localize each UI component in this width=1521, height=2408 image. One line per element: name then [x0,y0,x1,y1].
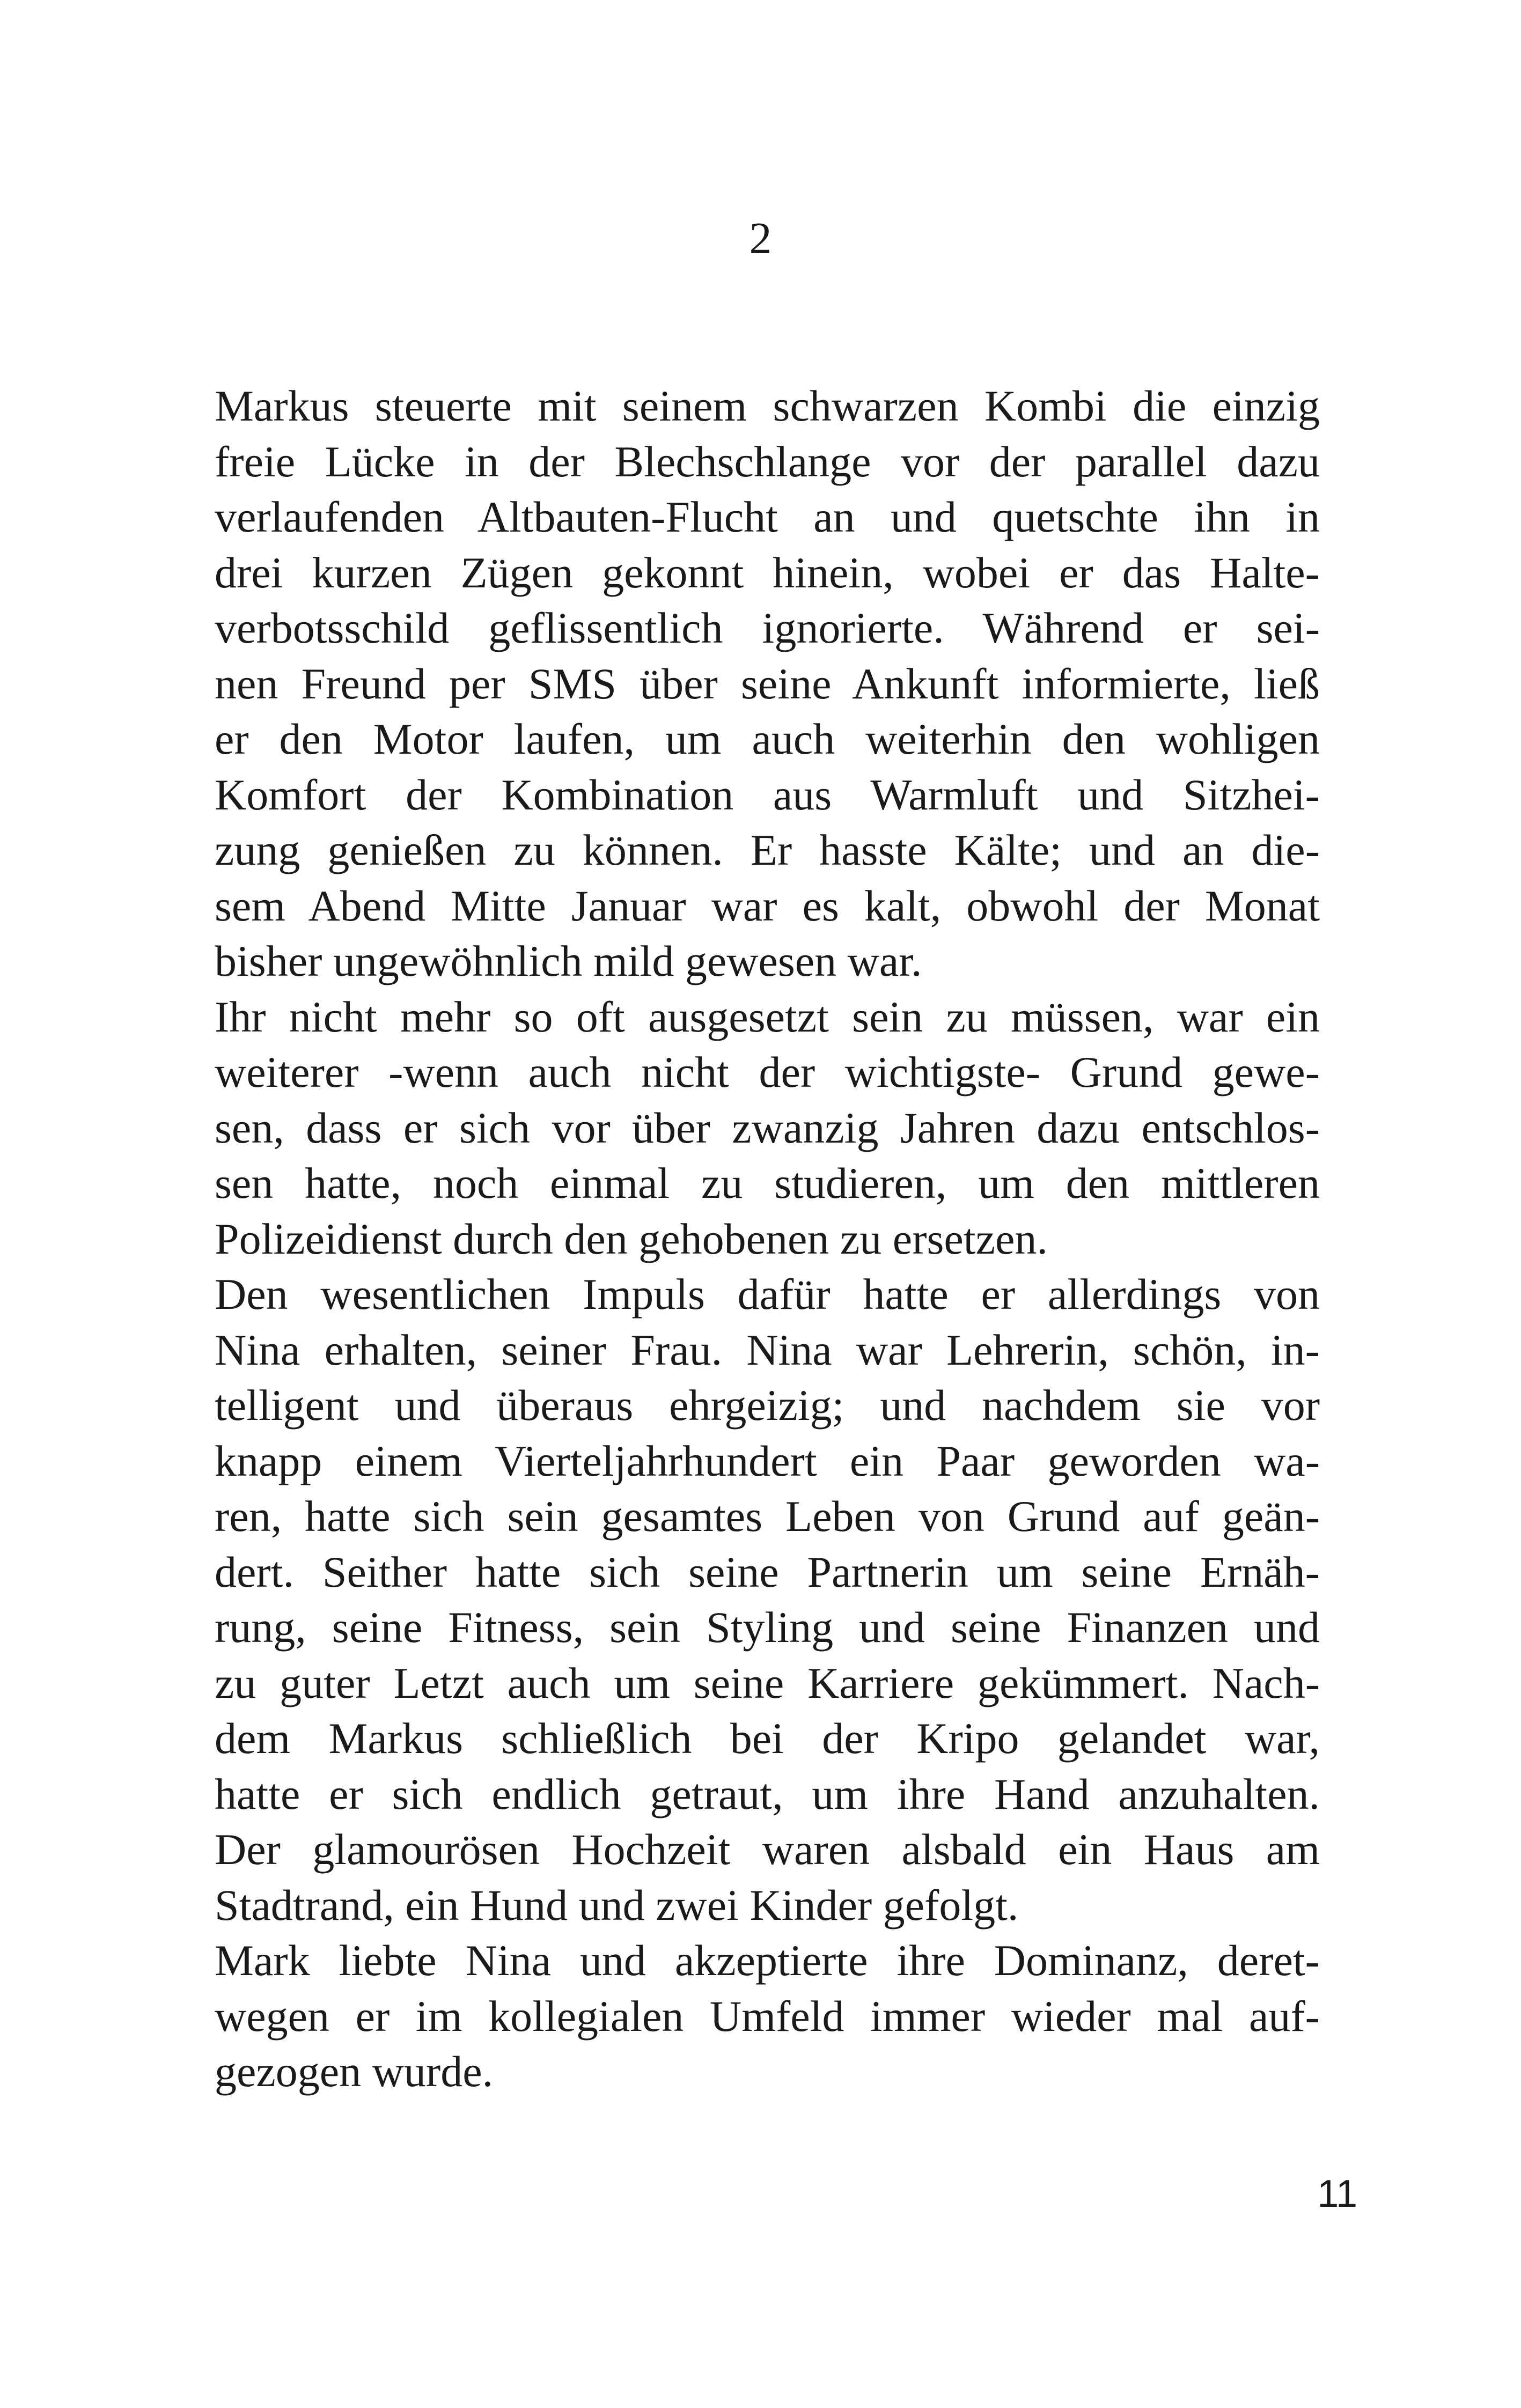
text-line: er den Motor laufen, um auch weiterhin den wohligen [215,715,1320,763]
text-line: Nina erhalten, seiner Frau. Nina war Lehrerin, schön, in- [215,1325,1320,1374]
text-line: bisher ungewöhnlich mild gewesen war. [215,937,922,985]
text-line: dem Markus schließlich bei der Kripo gelandet war, [215,1714,1320,1763]
text-line: sen hatte, noch einmal zu studieren, um den mittleren [215,1159,1320,1207]
text-line: ren, hatte sich sein gesamtes Leben von Grund auf geän- [215,1492,1320,1541]
paragraph [215,378,1320,989]
text-line: drei kurzen Zügen gekonnt hinein, wobei er das Halte- [215,548,1320,597]
paragraph [215,1933,1320,2100]
text-line: verbotsschild geflissentlich ignorierte. Während er sei- [215,603,1320,652]
text-line: Markus steuerte mit seinem schwarzen Kombi die einzig [215,381,1320,430]
text-line: knapp einem Vierteljahrhundert ein Paar geworden wa- [215,1436,1320,1485]
text-line: sen, dass er sich vor über zwanzig Jahren dazu entschlos- [215,1103,1320,1152]
page-number: 11 [1317,2173,1357,2215]
paragraph [215,989,1320,1267]
text-line: Stadtrand, ein Hund und zwei Kinder gefolgt. [215,1880,1019,1930]
body-text [215,378,1320,2100]
text-line: verlaufenden Altbauten-Flucht an und quetschte ihn in [215,492,1320,541]
text-line: Mark liebte Nina und akzeptierte ihre Dominanz, deret- [215,1936,1320,1985]
text-line: Komfort der Kombination aus Warmluft und Sitzhei- [215,770,1320,819]
text-line: telligent und überaus ehrgeizig; und nachdem sie vor [215,1381,1320,1430]
text-line: zu guter Letzt auch um seine Karriere gekümmert. Nach- [215,1658,1320,1707]
text-line: zung genießen zu können. Er hasste Kälte; und an die- [215,826,1320,874]
text-line: Polizeidienst durch den gehobenen zu ersetzen. [215,1214,1048,1263]
text-line: Ihr nicht mehr so oft ausgesetzt sein zu müssen, war ein [215,992,1320,1041]
text-line: Der glamourösen Hochzeit waren alsbald ein Haus am [215,1825,1320,1874]
text-line: freie Lücke in der Blechschlange vor der parallel dazu [215,437,1320,486]
text-line: weiterer -wenn auch nicht der wichtigste- Grund gewe- [215,1048,1320,1096]
text-line: Den wesentlichen Impuls dafür hatte er allerdings von [215,1270,1320,1319]
text-line: gezogen wurde. [215,2047,494,2096]
chapter-number: 2 [749,213,772,263]
text-line: wegen er im kollegialen Umfeld immer wieder mal auf- [215,1991,1320,2041]
text-line: rung, seine Fitness, sein Styling und seine Finanzen und [215,1603,1320,1652]
text-line: dert. Seither hatte sich seine Partnerin um seine Ernäh- [215,1547,1320,1596]
paragraph [215,1266,1320,1933]
text-line: sem Abend Mitte Januar war es kalt, obwohl der Monat [215,881,1320,930]
text-line: hatte er sich endlich getraut, um ihre Hand anzuhalten. [215,1769,1320,1818]
text-line: nen Freund per SMS über seine Ankunft informierte, ließ [215,659,1320,708]
